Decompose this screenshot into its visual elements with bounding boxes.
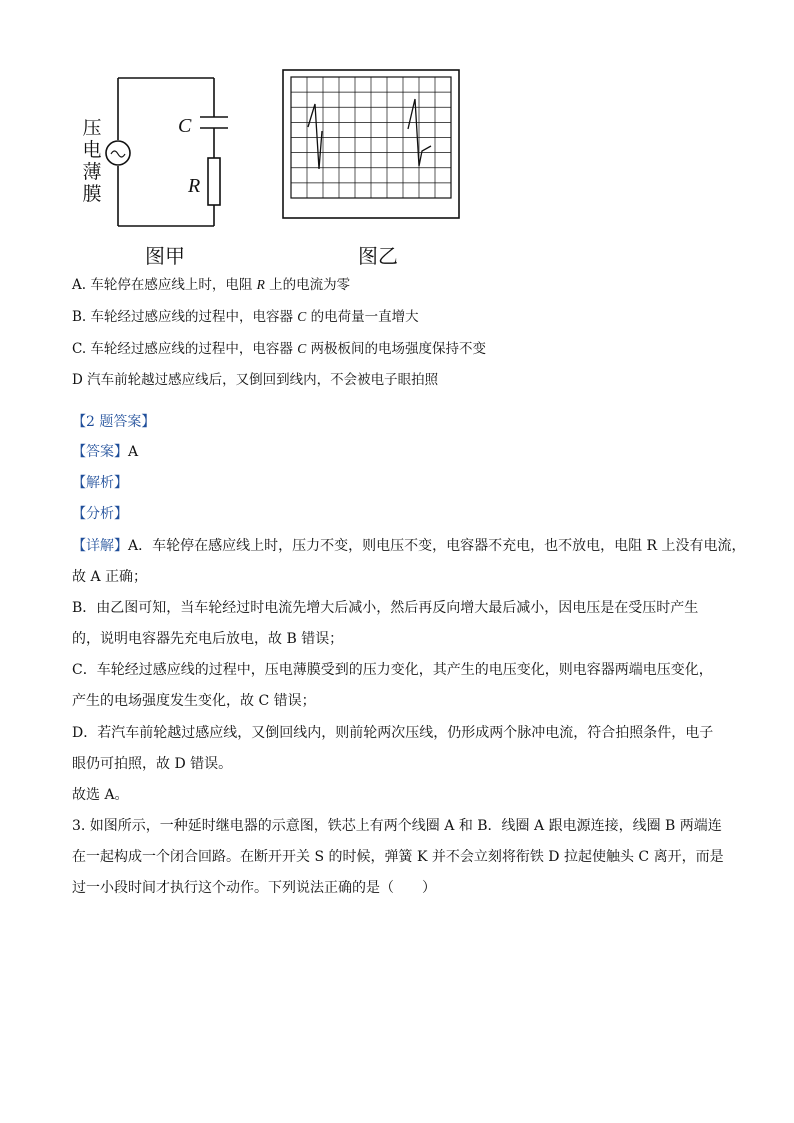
answer-section-tag: 【2 题答案】: [72, 414, 156, 430]
question3-line1: 3. 如图所示，一种延时继电器的示意图，铁芯上有两个线圈 A 和 B．线圈 A 跟电源连接，线圈 B 两端连: [72, 818, 722, 834]
option-c: C. 车轮经过感应线的过程中，电容器 C 两极板间的电场强度保持不变: [72, 341, 487, 357]
resistor-label: R: [188, 175, 201, 197]
explanation-conclusion: 故选 A。: [72, 787, 129, 803]
explanation-d-line1: D．若汽车前轮越过感应线，又倒回线内，则前轮两次压线，仍形成两个脉冲电流，符合拍照条件，电子: [72, 725, 714, 741]
explanation-a-line2: 故 A 正确；: [72, 569, 148, 585]
figure-a-caption: 图甲: [145, 244, 185, 268]
answer-line: 【答案】A: [72, 444, 139, 460]
explanation-b-line1: B．由乙图可知，当车轮经过时电流先增大后减小，然后再反向增大最后减小，因电压是在受压时产生: [72, 600, 699, 616]
option-b: B. 车轮经过感应线的过程中，电容器 C 的电荷量一直增大: [72, 309, 419, 325]
question3-line3: 过一小段时间才执行这个动作。下列说法正确的是（ ）: [72, 880, 436, 896]
option-a: A. 车轮停在感应线上时，电阻 R 上的电流为零: [72, 277, 351, 293]
capacitor-label: C: [178, 115, 192, 137]
question3-line2: 在一起构成一个闭合回路。在断开开关 S 的时候，弹簧 K 并不会立刻将衔铁 D 拉起使触头 C 离开，而是: [72, 849, 724, 865]
explanation-a-line1: 【详解】A．车轮停在感应线上时，压力不变，则电压不变，电容器不充电，也不放电，电阻 R 上没有电流，: [72, 538, 746, 554]
analysis-tag: 【解析】: [72, 475, 128, 491]
circuit-diagram: [78, 70, 248, 235]
source-label-3: 薄: [82, 161, 102, 183]
explanation-c-line1: C．车轮经过感应线的过程中，压电薄膜受到的压力变化，其产生的电压变化，则电容器两端电压变化，: [72, 662, 713, 678]
oscilloscope-diagram: [282, 69, 462, 221]
source-label-2: 电: [82, 139, 102, 161]
explanation-c-line2: 产生的电场强度发生变化，故 C 错误；: [72, 693, 316, 709]
figure-b-caption: 图乙: [358, 244, 398, 268]
source-label-4: 膜: [82, 183, 102, 205]
source-label-1: 压: [82, 117, 102, 139]
option-d: D 汽车前轮越过感应线后，又倒回到线内，不会被电子眼拍照: [72, 372, 439, 388]
fenxi-tag: 【分析】: [72, 506, 128, 522]
explanation-d-line2: 眼仍可拍照，故 D 错误。: [72, 756, 233, 772]
explanation-b-line2: 的，说明电容器先充电后放电，故 B 错误；: [72, 631, 344, 647]
